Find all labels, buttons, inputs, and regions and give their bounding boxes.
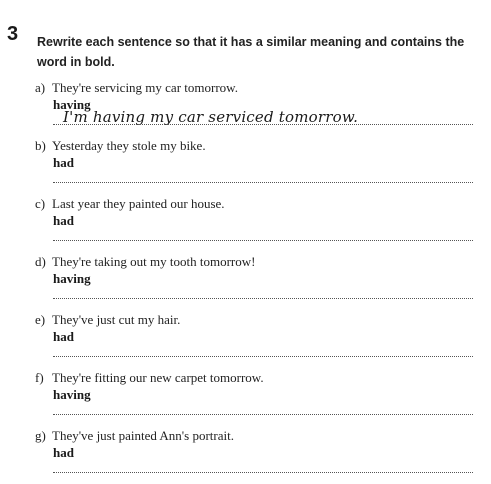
item-text: They're servicing my car tomorrow. (52, 80, 238, 95)
item-keyword: had (53, 155, 74, 170)
item-letter: a) (35, 80, 46, 95)
exercise-instruction: Rewrite each sentence so that it has a similar meaning and contains the word in bold. (37, 35, 465, 69)
answer-line[interactable] (53, 414, 473, 415)
item-sentence (35, 370, 264, 386)
answer-line[interactable] (53, 356, 473, 357)
item-sentence (35, 138, 206, 154)
item-letter: d) (35, 254, 46, 269)
item-sentence (35, 254, 255, 270)
item-text: Yesterday they stole my bike. (52, 138, 206, 153)
item-text: They've just cut my hair. (52, 312, 181, 327)
item-text: They've just painted Ann's portrait. (52, 428, 234, 443)
item-letter: b) (35, 138, 46, 153)
item-keyword: having (53, 271, 91, 286)
item-keyword: having (53, 387, 91, 402)
item-text: They're taking out my tooth tomorrow! (52, 254, 256, 269)
exercise-number: 3 (7, 23, 19, 45)
item-sentence (35, 80, 238, 96)
item-keyword: had (53, 329, 74, 344)
item-letter: c) (35, 196, 46, 211)
answer-line[interactable] (53, 240, 473, 241)
answer-line[interactable] (53, 182, 473, 183)
answer-line[interactable] (53, 472, 473, 473)
item-letter: e) (35, 312, 46, 327)
item-letter: f) (35, 370, 44, 385)
item-keyword: had (53, 445, 74, 460)
item-sentence (35, 196, 225, 212)
handwritten-answer: I'm having my car serviced tomorrow. (63, 108, 359, 126)
item-sentence (35, 312, 180, 328)
item-letter: g) (35, 428, 46, 443)
item-keyword: had (53, 213, 74, 228)
item-text: Last year they painted our house. (52, 196, 225, 211)
item-sentence (35, 428, 234, 444)
answer-line[interactable] (53, 124, 473, 125)
answer-line[interactable] (53, 298, 473, 299)
item-keyword: having (53, 97, 91, 112)
item-text: They're fitting our new carpet tomorrow. (52, 370, 264, 385)
